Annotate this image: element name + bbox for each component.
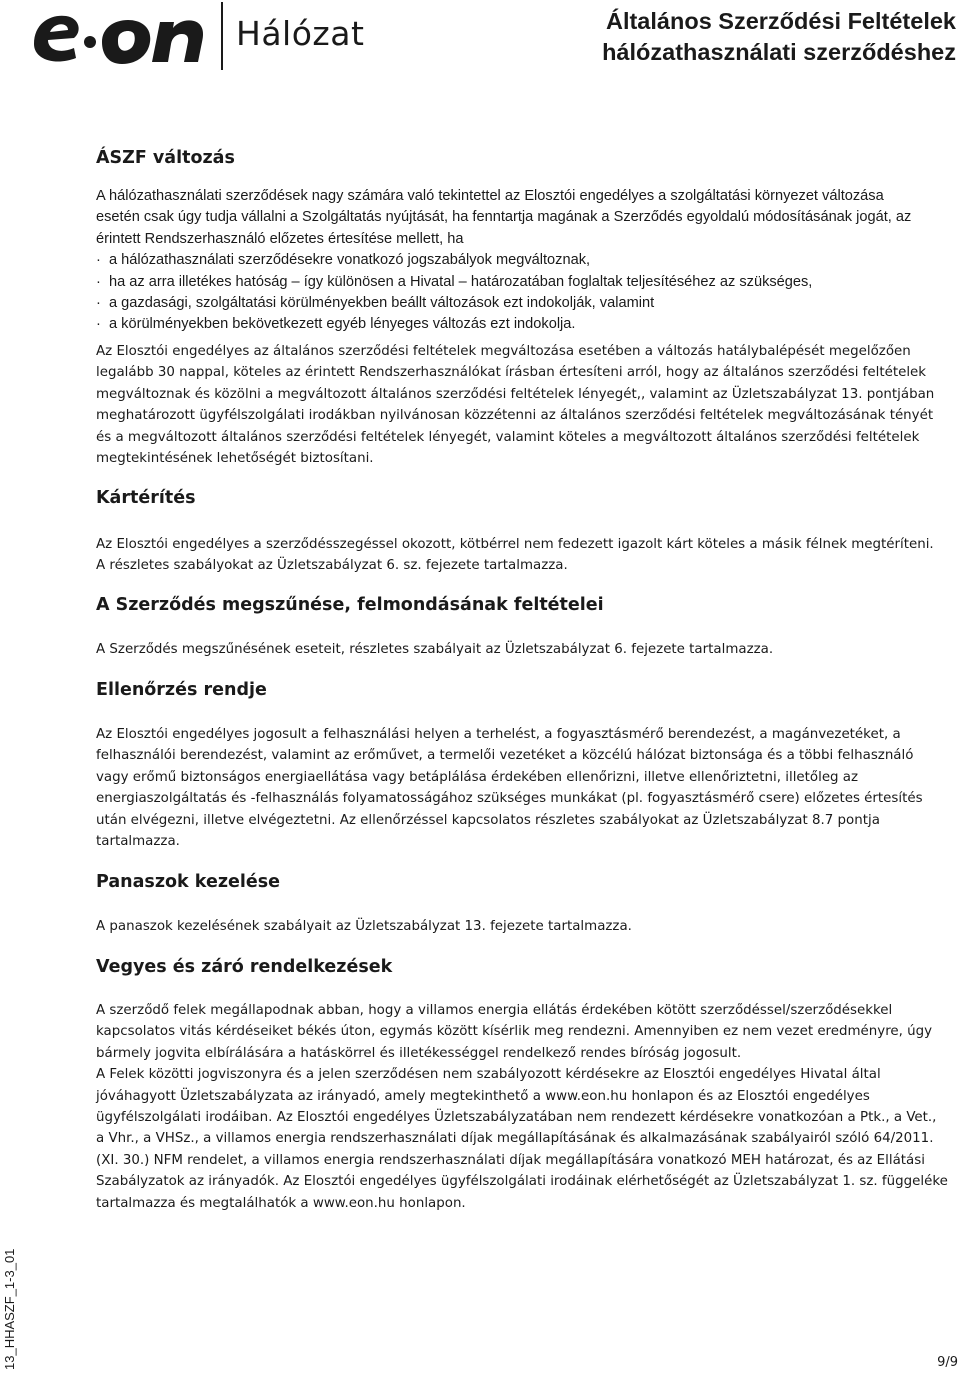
text-line: ügyfélszolgálati irodáiban. Az Elosztói engedélyes Üzletszabályzatában nem rendezett kérdésekre vonatkozóan a Ptk., a Vet., — [96, 1109, 937, 1125]
text-line: megtekintésének lehetőségét biztosítani. — [96, 450, 374, 466]
text-line: a Vhr., a VHSz., a villamos energia rendszerhasználati díjak megállapításának és alkalmazásának szabályairól szóló 64/2011. — [96, 1131, 934, 1147]
text-line: bármely jogvita elbírálására a hatáskörrel és illetékességgel rendelkező rendes bíróság jogosult. — [96, 1045, 742, 1061]
logo-divider — [221, 2, 223, 70]
text-line: energiaszolgáltatás és -felhasználás folyamatosságához szükséges munkákat (pl. fogyasztásmérő csere) előzetes értesítés — [96, 791, 923, 807]
text-line: tartalmazza és megtalálhatók a www.eon.hu honlapon. — [96, 1195, 466, 1211]
text-line: meghatározott ügyfélszolgálati irodákban nyilvánosan közzétenni az általános szerződési feltételek megváltozásának tényét — [96, 408, 934, 424]
section-karterites-body — [96, 534, 958, 577]
text-line: A szerződő felek megállapodnak abban, hogy a villamos energia ellátás érdekében kötött szerződéssel/szerződésekkel — [96, 1003, 893, 1018]
document-title-line2: hálózathasználati szerződéshez — [602, 39, 956, 65]
text-line: Szabályzatok az irányadók. Az Elosztói engedélyes ügyfélszolgálati irodáinak elérhetőségét az Üzletszabályzat 1. sz. függeléke — [96, 1174, 948, 1190]
bullet-text: ha az arra illetékes hatóság – így különösen a Hivatal – határozatában foglaltak teljesítéséhez az szükséges, — [109, 273, 813, 290]
text-line: vagy erőmű biztonságos energiaellátása vagy betáplálása érdekében ellenőrizni, illetve ellenőriztetni, illetőleg az — [96, 769, 859, 785]
bullet-item — [96, 272, 958, 293]
text-line: kapcsolatos vitás kérdéseiket békés úton, egymás között kísérlik meg rendezni. Amennyiben ez nem vezet eredményre, úgy — [96, 1024, 933, 1040]
text-line: A hálózathasználati szerződések nagy számára való tekintettel az Elosztói engedélyes a szolgáltatási környezet változása — [96, 188, 884, 204]
section-heading-karterites: Kártérítés — [96, 488, 196, 508]
bullet-item — [96, 314, 958, 335]
bullet-text: a körülményekben bekövetkezett egyéb lényeges változás ezt indokolja. — [109, 316, 576, 333]
bullet-dot-icon: · — [96, 294, 101, 311]
page-header — [0, 0, 960, 80]
text-line: A panaszok kezelésének szabályait az Üzletszabályzat 13. fejezete tartalmazza. — [96, 919, 632, 934]
text-line: A Szerződés megszűnésének eseteit, részletes szabályait az Üzletszabályzat 6. fejezete tartalmazza. — [96, 642, 774, 657]
text-line: után elvégezni, illetve elvégeztetni. Az ellenőrzéssel kapcsolatos részletes szabályokat az Üzletszabályzat 8.7 pontja — [96, 812, 880, 828]
text-line: A részletes szabályokat az Üzletszabályzat 6. sz. fejezete tartalmazza. — [96, 558, 568, 574]
text-line: legalább 30 nappal, köteles az érintett Rendszerhasználókat írásban értesíteni arról, hogy az általános szerződési feltételek — [96, 365, 927, 381]
section-heading-aszf: ÁSZF változás — [96, 148, 235, 168]
text-line: érintett Rendszerhasználó előzetes értesítése mellett, ha — [96, 230, 464, 247]
text-line: esetén csak úgy tudja vállalni a Szolgáltatás nyújtását, ha fenntartja magának a Szerződés egyoldalú módosításának jogát, az — [96, 209, 912, 226]
bullet-text: a gazdasági, szolgáltatási körülményekben beállt változások ezt indokolják, valamint — [109, 294, 655, 311]
text-line: (XI. 30.) NFM rendelet, a villamos energia rendszerhasználati díjak megállapítására vonatkozó MEH határozat, és az Ellátási — [96, 1152, 925, 1168]
text-line: és a megváltozott általános szerződési feltételek lényegét, valamint köteles a megváltozott általános szerződési feltételek — [96, 429, 920, 445]
bullet-text: a hálózathasználati szerződésekre vonatkozó jogszabályok megváltoznak, — [109, 252, 591, 269]
text-line: Az Elosztói engedélyes jogosult a felhasználási helyen a terhelést, a fogyasztásmérő berendezést, a magánvezetéket, a — [96, 727, 901, 742]
document-title-line1: Általános Szerződési Feltételek — [605, 8, 956, 34]
page-number: 9/9 — [937, 1355, 958, 1370]
text-line: felhasználói berendezést, valamint az erőművet, a termelői vezetéket a közcélú hálózat biztonsága és a többi felhasználó — [96, 748, 914, 764]
document-code: 13_HHASZF_1-3_01 — [2, 1248, 17, 1370]
text-line: jóváhagyott Üzletszabályzata az irányadó, amely megtekinthető a www.eon.hu honlapon és az Elosztói engedélyes — [96, 1088, 870, 1104]
section-megszunes-body — [96, 639, 958, 660]
text-line: Az Elosztói engedélyes az általános szerződési feltételek megváltozása esetében a változás hatálybalépését megelőzően — [96, 344, 911, 359]
section-heading-megszunes: A Szerződés megszűnése, felmondásának feltételei — [96, 595, 604, 615]
bullet-dot-icon: · — [96, 316, 101, 333]
text-line: tartalmazza. — [96, 833, 180, 849]
bullet-item — [96, 250, 958, 271]
eon-logo — [28, 4, 208, 68]
text-line: A Felek közötti jogviszonyra és a jelen szerződésen nem szabályozott kérdésekre az Elosztói engedélyes Hivatal által — [96, 1067, 881, 1083]
section-vegyes-body — [96, 1000, 958, 1214]
bullet-item — [96, 293, 958, 314]
brand-subtitle: Hálózat — [236, 14, 365, 53]
bullet-dot-icon: · — [96, 252, 101, 269]
section-panaszok-body — [96, 916, 958, 937]
section-heading-panaszok: Panaszok kezelése — [96, 872, 281, 892]
section-aszf-body — [96, 341, 958, 469]
bullet-dot-icon: · — [96, 273, 101, 290]
text-line: Az Elosztói engedélyes a szerződésszegéssel okozott, kötbérrel nem fedezett igazolt kárt köteles a másik félnek megtéríteni. — [96, 537, 934, 552]
section-heading-vegyes: Vegyes és záró rendelkezések — [96, 957, 393, 977]
section-ellenorzes-body — [96, 724, 958, 852]
document-title — [602, 6, 956, 68]
text-line: megváltoznak és közölni a megváltozott általános szerződési feltételek lényegét,, valamint az Üzletszabályzat 13. pontjában — [96, 386, 935, 402]
section-heading-ellenorzes: Ellenőrzés rendje — [96, 680, 267, 700]
section-aszf-intro — [96, 186, 958, 336]
